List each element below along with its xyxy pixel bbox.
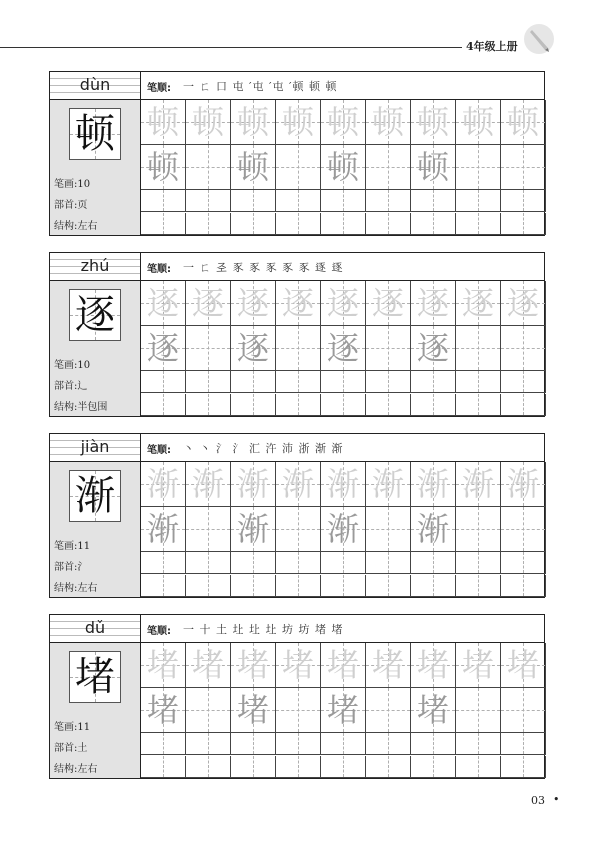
header-rule xyxy=(0,47,462,48)
trace-character: 渐 xyxy=(461,465,494,503)
practice-cell[interactable] xyxy=(321,507,366,552)
radical: 部首:辶 xyxy=(54,381,88,392)
trace-character: 逐 xyxy=(416,329,449,367)
trace-cell[interactable] xyxy=(366,462,411,507)
writing-cell[interactable] xyxy=(186,190,231,212)
writing-cell[interactable] xyxy=(411,756,456,778)
practice-cell[interactable] xyxy=(456,507,501,552)
writing-cell[interactable] xyxy=(276,190,321,212)
trace-cell[interactable] xyxy=(501,462,546,507)
stroke-order-label: 笔顺: xyxy=(147,83,171,94)
writing-cell[interactable] xyxy=(456,552,501,574)
trace-cell[interactable] xyxy=(141,462,186,507)
character-card xyxy=(49,614,545,779)
trace-character: 堵 xyxy=(146,691,179,729)
character-info-panel xyxy=(50,615,141,778)
writing-cell[interactable] xyxy=(276,575,321,597)
trace-character: 逐 xyxy=(326,329,359,367)
trace-cell[interactable] xyxy=(321,643,366,688)
stroke-order-sequence: 一 十 土 圵 圵 圵 坊 坊 堵 堵 xyxy=(183,623,344,636)
trace-character: 堵 xyxy=(416,646,449,684)
pinyin-box xyxy=(50,72,140,100)
writing-cell[interactable] xyxy=(366,213,411,235)
pinyin: zhú xyxy=(80,256,110,275)
practice-cell[interactable] xyxy=(141,326,186,371)
model-character-box xyxy=(69,651,121,703)
writing-cell[interactable] xyxy=(231,733,276,755)
trace-cell[interactable] xyxy=(231,643,276,688)
writing-cell[interactable] xyxy=(366,733,411,755)
trace-character: 顿 xyxy=(236,148,269,186)
trace-character: 渐 xyxy=(506,465,539,503)
practice-grid xyxy=(141,643,546,778)
writing-cell[interactable] xyxy=(186,733,231,755)
trace-cell[interactable] xyxy=(231,100,276,145)
trace-character: 逐 xyxy=(236,329,269,367)
writing-cell[interactable] xyxy=(276,394,321,416)
trace-character: 堵 xyxy=(281,646,314,684)
stroke-order-row xyxy=(141,72,544,100)
trace-cell[interactable] xyxy=(276,462,321,507)
trace-character: 逐 xyxy=(416,284,449,322)
trace-character: 顿 xyxy=(461,103,494,141)
trace-cell[interactable] xyxy=(186,281,231,326)
character-card xyxy=(49,433,545,598)
writing-cell[interactable] xyxy=(186,575,231,597)
practice-cell[interactable] xyxy=(231,507,276,552)
radical: 部首:页 xyxy=(54,200,88,211)
trace-cell[interactable] xyxy=(456,100,501,145)
writing-cell[interactable] xyxy=(411,575,456,597)
writing-cell[interactable] xyxy=(366,394,411,416)
model-character-box xyxy=(69,289,121,341)
trace-character: 堵 xyxy=(506,646,539,684)
trace-cell[interactable] xyxy=(186,643,231,688)
trace-cell[interactable] xyxy=(276,100,321,145)
trace-cell[interactable] xyxy=(141,643,186,688)
practice-cell[interactable] xyxy=(186,326,231,371)
trace-character: 渐 xyxy=(416,510,449,548)
writing-cell[interactable] xyxy=(231,371,276,393)
trace-character: 顿 xyxy=(416,103,449,141)
writing-cell[interactable] xyxy=(231,213,276,235)
trace-cell[interactable] xyxy=(501,643,546,688)
trace-character: 顿 xyxy=(326,103,359,141)
pen-icon xyxy=(522,22,556,56)
trace-cell[interactable] xyxy=(501,281,546,326)
writing-cell[interactable] xyxy=(231,552,276,574)
trace-character: 顿 xyxy=(416,148,449,186)
trace-character: 顿 xyxy=(236,103,269,141)
trace-character: 渐 xyxy=(326,510,359,548)
practice-cell[interactable] xyxy=(321,326,366,371)
character-info-panel xyxy=(50,434,141,597)
model-character: 渐 xyxy=(75,473,115,519)
stroke-order-sequence: 一 ㄈ 𢀖 豕 豕 豕 豕 豕 逐 逐 xyxy=(183,261,344,274)
practice-cell[interactable] xyxy=(141,145,186,190)
writing-cell[interactable] xyxy=(501,371,546,393)
trace-character: 逐 xyxy=(191,284,224,322)
stroke-count: 笔画:10 xyxy=(54,360,91,371)
writing-cell[interactable] xyxy=(276,213,321,235)
trace-cell[interactable] xyxy=(456,643,501,688)
trace-cell[interactable] xyxy=(141,281,186,326)
writing-cell[interactable] xyxy=(141,190,186,212)
practice-cell[interactable] xyxy=(186,507,231,552)
model-character: 堵 xyxy=(75,654,115,700)
trace-character: 堵 xyxy=(191,646,224,684)
trace-character: 堵 xyxy=(236,691,269,729)
trace-character: 渐 xyxy=(236,465,269,503)
writing-cell[interactable] xyxy=(456,733,501,755)
writing-cell[interactable] xyxy=(186,756,231,778)
practice-cell[interactable] xyxy=(366,145,411,190)
writing-cell[interactable] xyxy=(456,213,501,235)
trace-cell[interactable] xyxy=(321,462,366,507)
character-info-panel xyxy=(50,72,141,235)
writing-cell[interactable] xyxy=(456,371,501,393)
practice-cell[interactable] xyxy=(501,145,546,190)
page-number: 03 xyxy=(531,794,545,807)
trace-cell[interactable] xyxy=(411,281,456,326)
writing-cell[interactable] xyxy=(186,371,231,393)
trace-cell[interactable] xyxy=(231,462,276,507)
trace-character: 顿 xyxy=(281,103,314,141)
trace-character: 渐 xyxy=(371,465,404,503)
stroke-order-sequence: 一 ㄈ 口 屯 ′屯 ′屯 ′顿 顿 顿 xyxy=(183,80,338,93)
trace-character: 顿 xyxy=(146,148,179,186)
practice-cell[interactable] xyxy=(456,145,501,190)
trace-character: 渐 xyxy=(146,465,179,503)
writing-cell[interactable] xyxy=(366,756,411,778)
trace-cell[interactable] xyxy=(411,643,456,688)
stroke-count: 笔画:11 xyxy=(54,722,91,733)
practice-cell[interactable] xyxy=(456,688,501,733)
writing-cell[interactable] xyxy=(366,371,411,393)
trace-character: 渐 xyxy=(416,465,449,503)
trace-character: 渐 xyxy=(326,465,359,503)
writing-cell[interactable] xyxy=(456,575,501,597)
writing-cell[interactable] xyxy=(366,575,411,597)
writing-cell[interactable] xyxy=(456,756,501,778)
writing-cell[interactable] xyxy=(321,733,366,755)
writing-cell[interactable] xyxy=(366,552,411,574)
practice-cell[interactable] xyxy=(276,326,321,371)
practice-cell[interactable] xyxy=(321,145,366,190)
trace-cell[interactable] xyxy=(141,100,186,145)
writing-cell[interactable] xyxy=(276,371,321,393)
trace-character: 逐 xyxy=(461,284,494,322)
trace-character: 顿 xyxy=(326,148,359,186)
trace-character: 堵 xyxy=(326,691,359,729)
writing-cell[interactable] xyxy=(321,394,366,416)
trace-character: 渐 xyxy=(191,465,224,503)
trace-character: 堵 xyxy=(326,646,359,684)
trace-character: 顿 xyxy=(371,103,404,141)
trace-character: 顿 xyxy=(506,103,539,141)
trace-cell[interactable] xyxy=(276,281,321,326)
practice-cell[interactable] xyxy=(186,145,231,190)
writing-cell[interactable] xyxy=(456,190,501,212)
writing-cell[interactable] xyxy=(321,213,366,235)
writing-cell[interactable] xyxy=(411,552,456,574)
practice-cell[interactable] xyxy=(411,507,456,552)
stroke-order-row xyxy=(141,253,544,281)
practice-cell[interactable] xyxy=(366,507,411,552)
writing-cell[interactable] xyxy=(141,733,186,755)
practice-cell[interactable] xyxy=(456,326,501,371)
radical: 部首:氵 xyxy=(54,562,88,573)
trace-character: 逐 xyxy=(326,284,359,322)
practice-cell[interactable] xyxy=(186,688,231,733)
radical: 部首:土 xyxy=(54,743,88,754)
trace-cell[interactable] xyxy=(456,281,501,326)
trace-character: 顿 xyxy=(191,103,224,141)
stroke-order-label: 笔顺: xyxy=(147,264,171,275)
writing-cell[interactable] xyxy=(321,756,366,778)
page-dot: • xyxy=(553,793,560,806)
writing-cell[interactable] xyxy=(276,756,321,778)
model-character-box xyxy=(69,108,121,160)
writing-cell[interactable] xyxy=(411,213,456,235)
stroke-order-label: 笔顺: xyxy=(147,445,171,456)
trace-character: 逐 xyxy=(506,284,539,322)
trace-character: 渐 xyxy=(236,510,269,548)
trace-character: 堵 xyxy=(146,646,179,684)
writing-cell[interactable] xyxy=(411,190,456,212)
writing-cell[interactable] xyxy=(231,756,276,778)
stroke-order-row xyxy=(141,615,544,643)
writing-cell[interactable] xyxy=(186,394,231,416)
pinyin: dǔ xyxy=(84,618,106,637)
writing-cell[interactable] xyxy=(501,394,546,416)
trace-character: 逐 xyxy=(236,284,269,322)
writing-cell[interactable] xyxy=(231,394,276,416)
trace-cell[interactable] xyxy=(186,462,231,507)
trace-cell[interactable] xyxy=(321,100,366,145)
writing-cell[interactable] xyxy=(321,552,366,574)
writing-cell[interactable] xyxy=(456,394,501,416)
character-card xyxy=(49,252,545,417)
trace-character: 渐 xyxy=(146,510,179,548)
practice-cell[interactable] xyxy=(231,688,276,733)
writing-cell[interactable] xyxy=(501,190,546,212)
trace-cell[interactable] xyxy=(366,643,411,688)
model-character: 顿 xyxy=(75,111,115,157)
practice-cell[interactable] xyxy=(276,507,321,552)
practice-cell[interactable] xyxy=(231,326,276,371)
pinyin: dùn xyxy=(79,75,111,94)
writing-cell[interactable] xyxy=(276,552,321,574)
trace-character: 堵 xyxy=(371,646,404,684)
trace-cell[interactable] xyxy=(321,281,366,326)
pinyin-box xyxy=(50,253,140,281)
trace-character: 逐 xyxy=(281,284,314,322)
practice-cell[interactable] xyxy=(276,145,321,190)
writing-cell[interactable] xyxy=(411,394,456,416)
writing-cell[interactable] xyxy=(366,190,411,212)
trace-character: 逐 xyxy=(371,284,404,322)
trace-cell[interactable] xyxy=(456,462,501,507)
practice-cell[interactable] xyxy=(141,507,186,552)
trace-character: 渐 xyxy=(281,465,314,503)
structure: 结构:左右 xyxy=(54,583,98,594)
practice-cell[interactable] xyxy=(411,145,456,190)
structure: 结构:半包围 xyxy=(54,402,108,413)
writing-cell[interactable] xyxy=(141,394,186,416)
writing-cell[interactable] xyxy=(141,213,186,235)
trace-character: 堵 xyxy=(236,646,269,684)
writing-cell[interactable] xyxy=(321,371,366,393)
stroke-count: 笔画:11 xyxy=(54,541,91,552)
writing-cell[interactable] xyxy=(501,756,546,778)
trace-cell[interactable] xyxy=(231,281,276,326)
writing-cell[interactable] xyxy=(231,575,276,597)
practice-grid xyxy=(141,462,546,597)
writing-cell[interactable] xyxy=(141,552,186,574)
practice-cell[interactable] xyxy=(501,688,546,733)
writing-cell[interactable] xyxy=(411,371,456,393)
practice-grid xyxy=(141,281,546,416)
character-info-panel xyxy=(50,253,141,416)
practice-cell[interactable] xyxy=(501,326,546,371)
trace-cell[interactable] xyxy=(366,100,411,145)
trace-cell[interactable] xyxy=(276,643,321,688)
practice-cell[interactable] xyxy=(276,688,321,733)
practice-cell[interactable] xyxy=(411,688,456,733)
writing-cell[interactable] xyxy=(141,575,186,597)
character-card xyxy=(49,71,545,236)
practice-cell[interactable] xyxy=(411,326,456,371)
practice-cell[interactable] xyxy=(141,688,186,733)
writing-cell[interactable] xyxy=(321,575,366,597)
pinyin: jiàn xyxy=(80,437,110,456)
writing-cell[interactable] xyxy=(321,190,366,212)
practice-grid xyxy=(141,100,546,235)
model-character: 逐 xyxy=(75,292,115,338)
grade-label: 4年级上册 xyxy=(466,40,518,53)
trace-cell[interactable] xyxy=(186,100,231,145)
writing-cell[interactable] xyxy=(141,756,186,778)
stroke-order-row xyxy=(141,434,544,462)
writing-cell[interactable] xyxy=(276,733,321,755)
stroke-order-label: 笔顺: xyxy=(147,626,171,637)
practice-cell[interactable] xyxy=(231,145,276,190)
pinyin-box xyxy=(50,615,140,643)
writing-cell[interactable] xyxy=(501,552,546,574)
structure: 结构:左右 xyxy=(54,221,98,232)
trace-character: 堵 xyxy=(416,691,449,729)
pinyin-box xyxy=(50,434,140,462)
trace-character: 逐 xyxy=(146,284,179,322)
writing-cell[interactable] xyxy=(411,733,456,755)
trace-cell[interactable] xyxy=(366,281,411,326)
writing-cell[interactable] xyxy=(501,213,546,235)
writing-cell[interactable] xyxy=(231,190,276,212)
writing-cell[interactable] xyxy=(501,575,546,597)
stroke-count: 笔画:10 xyxy=(54,179,91,190)
stroke-order-sequence: 丶 丶 氵 氵 汇 汻 沛 浙 渐 渐 xyxy=(183,442,344,455)
trace-cell[interactable] xyxy=(501,100,546,145)
writing-cell[interactable] xyxy=(186,213,231,235)
structure: 结构:左右 xyxy=(54,764,98,775)
practice-cell[interactable] xyxy=(501,507,546,552)
trace-character: 顿 xyxy=(146,103,179,141)
writing-cell[interactable] xyxy=(141,371,186,393)
trace-cell[interactable] xyxy=(411,462,456,507)
practice-cell[interactable] xyxy=(366,688,411,733)
trace-character: 堵 xyxy=(461,646,494,684)
model-character-box xyxy=(69,470,121,522)
writing-cell[interactable] xyxy=(501,733,546,755)
writing-cell[interactable] xyxy=(186,552,231,574)
trace-cell[interactable] xyxy=(411,100,456,145)
trace-character: 逐 xyxy=(146,329,179,367)
practice-cell[interactable] xyxy=(321,688,366,733)
practice-cell[interactable] xyxy=(366,326,411,371)
